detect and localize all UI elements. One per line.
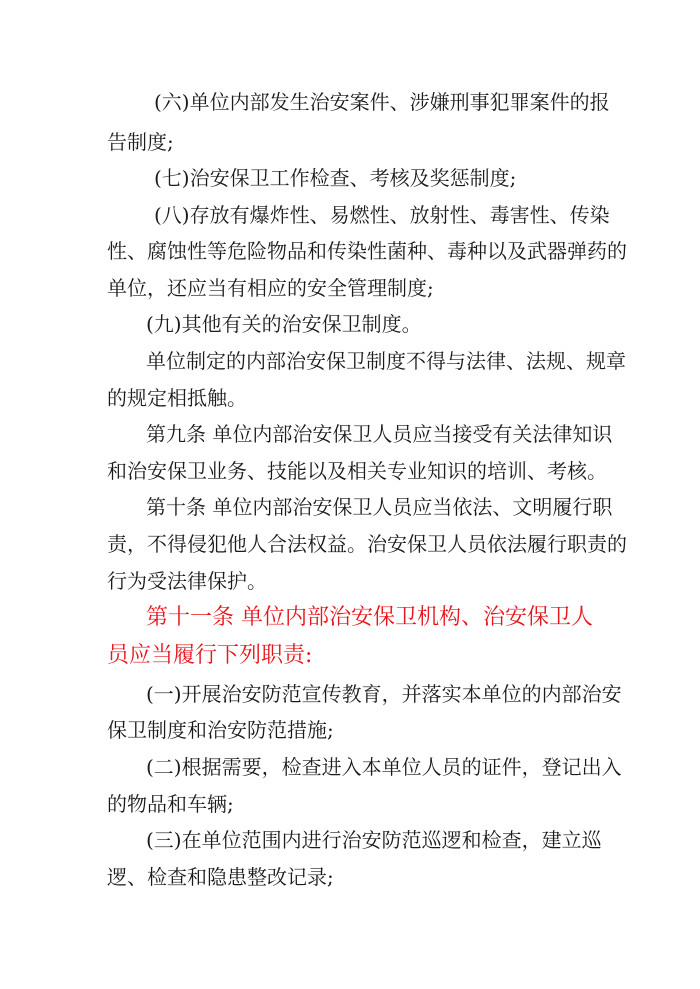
article-11-heading-line-2: 员应当履行下列职责: xyxy=(107,643,313,668)
article-11-heading-line-1: 第十一条 单位内部治安保卫机构、治安保卫人 xyxy=(146,605,593,630)
text-line-17: (一)开展治安防范宣传教育，并落实本单位的内部治安 xyxy=(146,682,622,706)
text-line-1: (六)单位内部发生治安案件、涉嫌刑事犯罪案件的报 xyxy=(154,90,610,114)
text-line-4: (八)存放有爆炸性、易燃性、放射性、毒害性、传染 xyxy=(154,203,610,227)
text-line-9: 的规定相抵触。 xyxy=(107,386,247,410)
text-line-6: 单位，还应当有相应的安全管理制度; xyxy=(107,276,434,300)
text-line-20: 的物品和车辆; xyxy=(107,792,234,816)
text-line-22: 逻、检查和隐患整改记录; xyxy=(107,865,334,889)
text-line-7: (九)其他有关的治安保卫制度。 xyxy=(146,312,422,336)
text-line-10: 第九条 单位内部治安保卫人员应当接受有关法律知识 xyxy=(146,422,613,446)
text-line-2: 告制度; xyxy=(107,130,174,154)
text-line-5: 性、腐蚀性等危险物品和传染性菌种、毒种以及武器弹药的 xyxy=(107,239,627,263)
text-line-14: 行为受法律保护。 xyxy=(107,569,267,593)
text-line-21: (三)在单位范围内进行治安防范巡逻和检查，建立巡 xyxy=(146,828,602,852)
text-line-18: 保卫制度和治安防范措施; xyxy=(107,718,334,742)
text-line-13: 责，不得侵犯他人合法权益。治安保卫人员依法履行职责的 xyxy=(107,532,627,556)
text-line-11: 和治安保卫业务、技能以及相关专业知识的培训、考核。 xyxy=(107,459,607,483)
text-line-12: 第十条 单位内部治安保卫人员应当依法、文明履行职 xyxy=(146,495,613,519)
text-line-8: 单位制定的内部治安保卫制度不得与法律、法规、规章 xyxy=(146,349,626,373)
text-line-19: (二)根据需要，检查进入本单位人员的证件，登记出入 xyxy=(146,755,622,779)
text-line-3: (七)治安保卫工作检查、考核及奖惩制度; xyxy=(154,166,517,190)
